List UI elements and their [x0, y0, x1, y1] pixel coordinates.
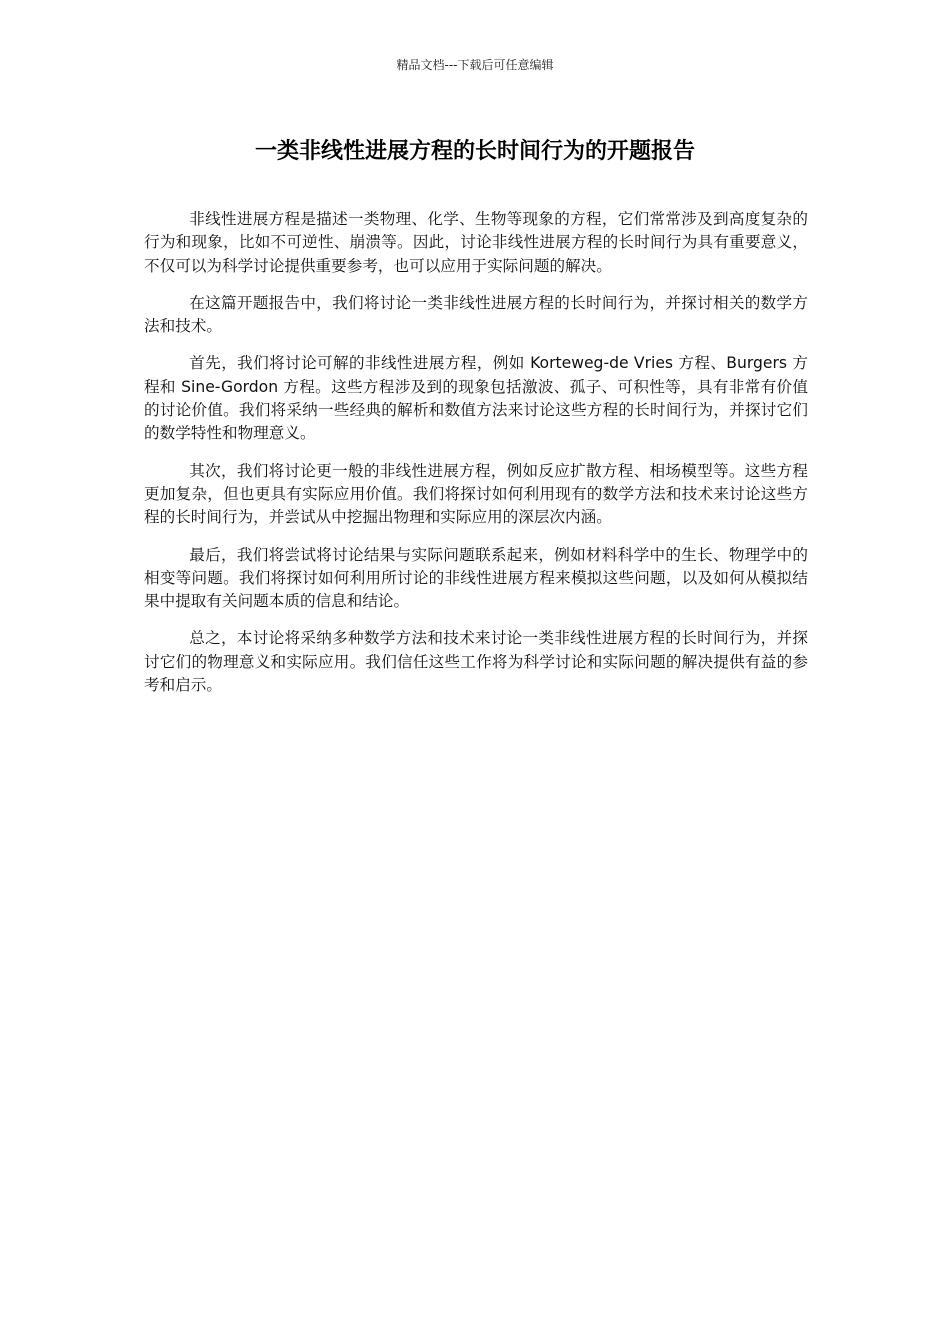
- paragraph-intro: 非线性进展方程是描述一类物理、化学、生物等现象的方程，它们常常涉及到高度复杂的行为和现象，比如不可逆性、崩溃等。因此，讨论非线性进展方程的长时间行为具有重要意义，不仅可以为科学讨论提供重要参考，也可以应用于实际问题的解决。: [144, 210, 808, 275]
- paragraph-applications: 最后，我们将尝试将讨论结果与实际问题联系起来，例如材料科学中的生长、物理学中的相变等问题。我们将探讨如何利用所讨论的非线性进展方程来模拟这些问题，以及如何从模拟结果中提取有关问题本质的信息和结论。: [144, 545, 808, 611]
- document-body: [144, 208, 808, 711]
- paragraph-general-equations: 其次，我们将讨论更一般的非线性进展方程，例如反应扩散方程、相场模型等。这些方程更加复杂，但也更具有实际应用价值。我们将探讨如何利用现有的数学方法和技术来讨论这些方程的长时间行为，并尝试从中挖掘出物理和实际应用的深层次内涵。: [144, 461, 808, 527]
- paragraph-conclusion: 总之，本讨论将采纳多种数学方法和技术来讨论一类非线性进展方程的长时间行为，并探讨它们的物理意义和实际应用。我们信任这些工作将为科学讨论和实际问题的解决提供有益的参考和启示。: [144, 629, 808, 695]
- paragraph-scope: 在这篇开题报告中，我们将讨论一类非线性进展方程的长时间行为，并探讨相关的数学方法和技术。: [144, 293, 808, 336]
- paragraph-solvable-equations: 首先，我们将讨论可解的非线性进展方程，例如 Korteweg-de Vries 方程、Burgers 方程和 Sine-Gordon 方程。这些方程涉及到的现象包括激波、孤子、可积性等，具有非常有价值的讨论价值。我们将采纳一些经典的解析和数值方法来讨论这些方程的长时间行为，并探讨它们的数学特性和物理意义。: [144, 354, 808, 443]
- document-title: 一类非线性进展方程的长时间行为的开题报告: [254, 139, 695, 164]
- page-header-note: 精品文档---下载后可任意编辑: [396, 58, 554, 72]
